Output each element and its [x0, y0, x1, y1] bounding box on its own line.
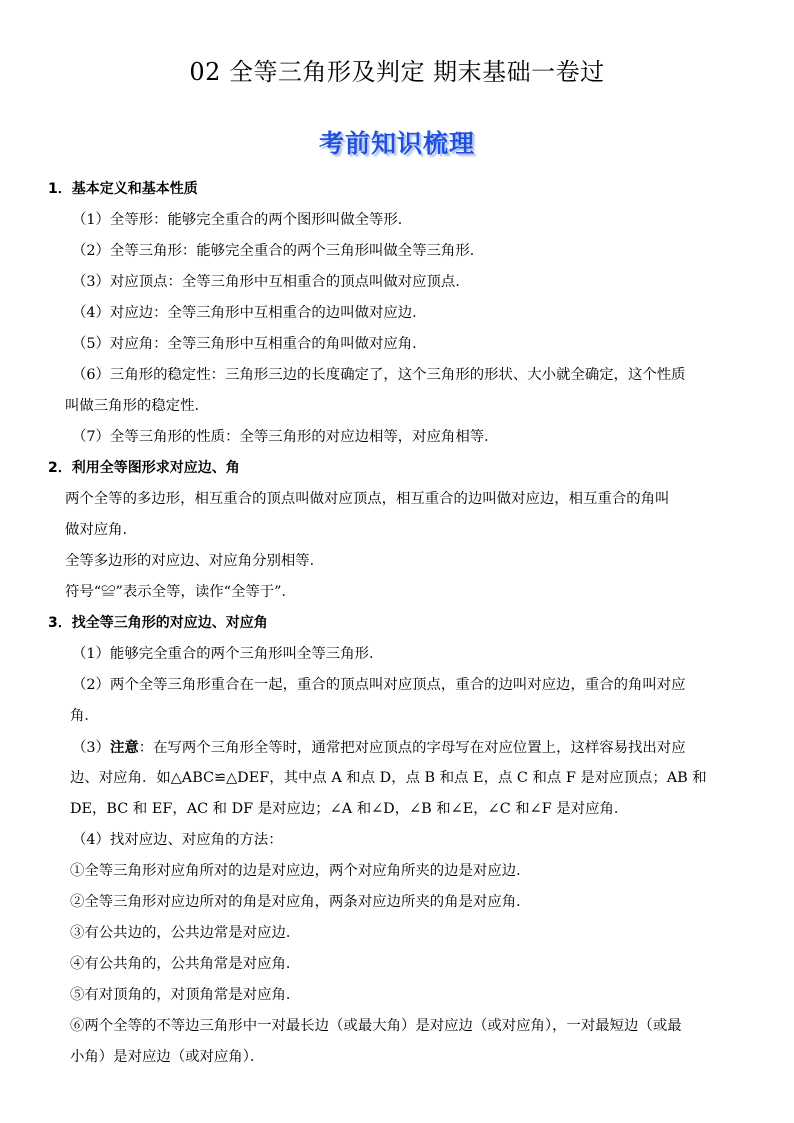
s2-para-3: 符号“≌”表示全等，读作“全等于”． [65, 584, 296, 600]
s3-item-3-prefix: （3） [72, 740, 110, 756]
method-3: ③有公共边的，公共边常是对应边． [70, 925, 301, 941]
section-banner: 考前知识梳理 [318, 129, 475, 158]
content-body [48, 174, 758, 1073]
s3-item-1: （1）能够完全重合的两个三角形叫全等三角形． [72, 646, 384, 662]
s2-para-1-line-2: 做对应角． [65, 522, 137, 538]
document-title: 02 全等三角形及判定 期末基础一卷过 [189, 58, 605, 86]
section-2-heading: 2．利用全等图形求对应边、角 [48, 460, 240, 476]
s3-item-3-line-1 [48, 732, 758, 763]
section-1-heading: 1．基本定义和基本性质 [48, 181, 198, 197]
method-5: ⑤有对顶角的，对顶角常是对应角． [70, 987, 301, 1003]
s1-item-2: （2）全等三角形：能够完全重合的两个三角形叫做全等三角形． [72, 243, 485, 259]
s2-para-2: 全等多边形的对应边、对应角分别相等． [65, 553, 325, 569]
s2-para-1-line-1: 两个全等的多边形，相互重合的顶点叫做对应顶点，相互重合的边叫做对应边，相互重合的角叫 [65, 491, 670, 507]
s3-item-3-text: ：在写两个三角形全等时，通常把对应顶点的字母写在对应位置上，这样容易找出对应 [138, 740, 686, 756]
section-3-heading: 3．找全等三角形的对应边、对应角 [48, 615, 268, 631]
s1-item-1: （1）全等形：能够完全重合的两个图形叫做全等形． [72, 212, 413, 228]
s1-item-7: （7）全等三角形的性质：全等三角形的对应边相等，对应角相等． [72, 429, 499, 445]
note-label: 注意 [109, 739, 139, 756]
method-1: ①全等三角形对应角所对的边是对应边，两个对应角所夹的边是对应边． [70, 863, 531, 879]
s1-item-6-line-2: 叫做三角形的稳定性． [65, 398, 209, 414]
s3-item-2-line-1: （2）两个全等三角形重合在一起，重合的顶点叫对应顶点，重合的边叫对应边，重合的角叫对应 [72, 677, 686, 693]
method-2: ②全等三角形对应边所对的角是对应角，两条对应边所夹的角是对应角． [70, 894, 531, 910]
s3-item-3-line-3: DE，BC 和 EF，AC 和 DF 是对应边；∠A 和∠D，∠B 和∠E，∠C 和∠F 是对应角． [70, 801, 629, 817]
s1-item-6-line-1: （6）三角形的稳定性：三角形三边的长度确定了，这个三角形的形状、大小就全确定，这个性质 [72, 367, 686, 383]
method-6-line-1: ⑥两个全等的不等边三角形中一对最长边（或最大角）是对应边（或对应角），一对最短边（或最 [70, 1018, 682, 1034]
s3-item-3-line-2: 边、对应角．如△ABC≌△DEF，其中点 A 和点 D，点 B 和点 E，点 C 和点 F 是对应顶点；AB 和 [70, 770, 707, 786]
s1-item-3: （3）对应顶点：全等三角形中互相重合的顶点叫做对应顶点． [72, 274, 470, 290]
s3-item-2-line-2: 角． [70, 708, 99, 724]
method-6-line-2: 小角）是对应边（或对应角）． [70, 1049, 265, 1065]
method-4: ④有公共角的，公共角常是对应角． [70, 956, 301, 972]
s1-item-5: （5）对应角：全等三角形中互相重合的角叫做对应角． [72, 336, 427, 352]
s3-item-4: （4）找对应边、对应角的方法： [72, 832, 283, 848]
s1-item-4: （4）对应边：全等三角形中互相重合的边叫做对应边． [72, 305, 427, 321]
